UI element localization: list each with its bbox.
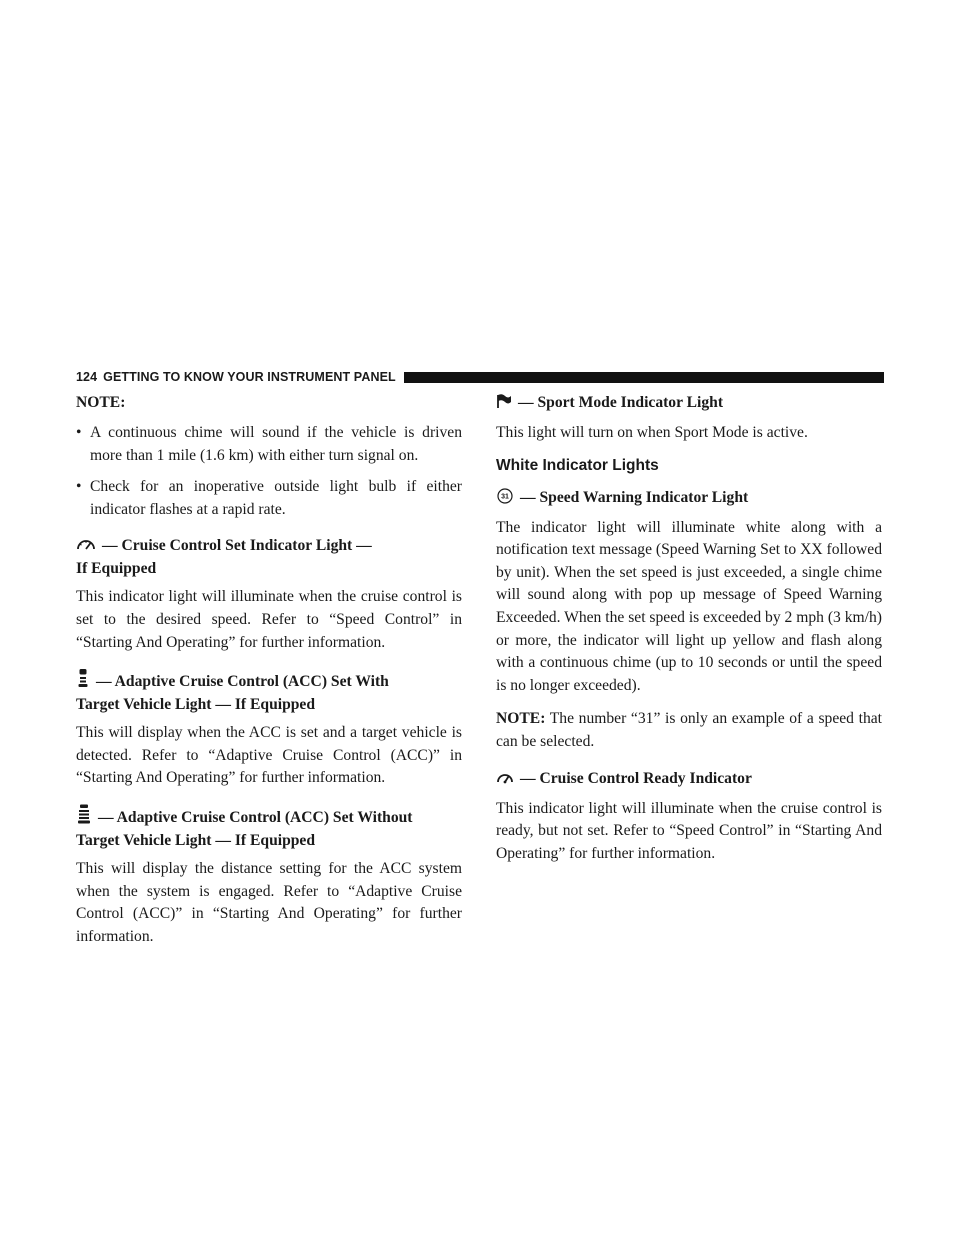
sport-mode-heading-text: — Sport Mode Indicator Light bbox=[518, 394, 724, 411]
running-header bbox=[76, 368, 884, 386]
speed-warning-body: The indicator light will illuminate white along with a notification text message (Speed Warning Set to XX followed by unit). When the set speed is just exceeded, a single chime will sound along with pop up message of Speed Warning Exceeded. When the set speed is exceeded by 2 mph (3 km/h) or more, the indicator will light up yellow and flash along with a continuous chime (up to 10 seconds or until the speed is no longer exceeded). bbox=[496, 518, 882, 694]
acc-without-target-heading bbox=[76, 804, 462, 851]
cruise-set-heading-line1: — Cruise Control Set Indicator Light — bbox=[102, 537, 372, 555]
white-indicator-section-title: White Indicator Lights bbox=[496, 456, 659, 474]
speed-note-text: The number “31” is only an example of a speed that can be selected. bbox=[496, 710, 882, 750]
cruise-set-heading-line2: If Equipped bbox=[76, 560, 157, 578]
left-column bbox=[76, 392, 462, 948]
sport-mode-flag-icon bbox=[496, 393, 512, 415]
speed-warning-31-icon bbox=[496, 488, 514, 510]
acc-without-target-heading-line1: — Adaptive Cruise Control (ACC) Set Without bbox=[98, 808, 413, 826]
header-rule bbox=[404, 372, 884, 383]
cruise-ready-body: This indicator light will illuminate when the cruise control is ready, but not set. Refer to “Speed Control” in “Starting And Operating” for further information. bbox=[496, 799, 882, 862]
note-label: NOTE: bbox=[76, 394, 126, 411]
svg-text:31: 31 bbox=[501, 493, 509, 501]
acc-with-target-heading-line1: — Adaptive Cruise Control (ACC) Set With bbox=[96, 673, 389, 691]
acc-without-target-body: This will display the distance setting for the ACC system when the system is engaged. Refer to “Adaptive Cruise Control (ACC)” in “Starting And Operating” for further information. bbox=[76, 859, 462, 945]
speed-warning-heading-text: — Speed Warning Indicator Light bbox=[520, 488, 749, 506]
sport-mode-body: This light will turn on when Sport Mode is active. bbox=[496, 424, 808, 441]
speed-warning-heading bbox=[496, 487, 882, 510]
note-bullet: • A continuous chime will sound if the vehicle is driven more than 1 mile (1.6 km) with either turn signal on. bbox=[76, 422, 462, 467]
acc-with-target-body: This will display when the ACC is set and a target vehicle is detected. Refer to “Adaptive Cruise Control (ACC)” in “Starting And Operating” for further information. bbox=[76, 724, 462, 787]
acc-without-target-heading-line2: Target Vehicle Light — If Equipped bbox=[76, 831, 316, 849]
note-bullet-list bbox=[76, 422, 462, 521]
acc-with-target-heading-line2: Target Vehicle Light — If Equipped bbox=[76, 696, 316, 714]
section-title: GETTING TO KNOW YOUR INSTRUMENT PANEL bbox=[103, 370, 396, 384]
acc-no-target-vehicle-icon bbox=[76, 804, 92, 830]
cruise-set-heading bbox=[76, 535, 462, 579]
sport-mode-heading bbox=[496, 392, 882, 415]
cruise-set-body: This indicator light will illuminate when the cruise control is set to the desired speed. Refer to “Speed Control” in “Starting And Operating” for further information. bbox=[76, 588, 462, 651]
note-bullet: • Check for an inoperative outside light bulb if either indicator flashes at a rapid rate. bbox=[76, 476, 462, 521]
right-column bbox=[496, 392, 882, 865]
page-number: 124 bbox=[76, 370, 98, 384]
acc-with-target-heading bbox=[76, 668, 462, 715]
cruise-control-set-icon bbox=[76, 537, 96, 558]
cruise-ready-heading bbox=[496, 768, 882, 791]
cruise-control-ready-icon bbox=[496, 770, 514, 791]
acc-target-vehicle-icon bbox=[76, 668, 90, 694]
speed-note bbox=[496, 708, 882, 753]
cruise-ready-heading-text: — Cruise Control Ready Indicator bbox=[520, 769, 752, 787]
speed-note-label: NOTE: bbox=[496, 710, 546, 728]
